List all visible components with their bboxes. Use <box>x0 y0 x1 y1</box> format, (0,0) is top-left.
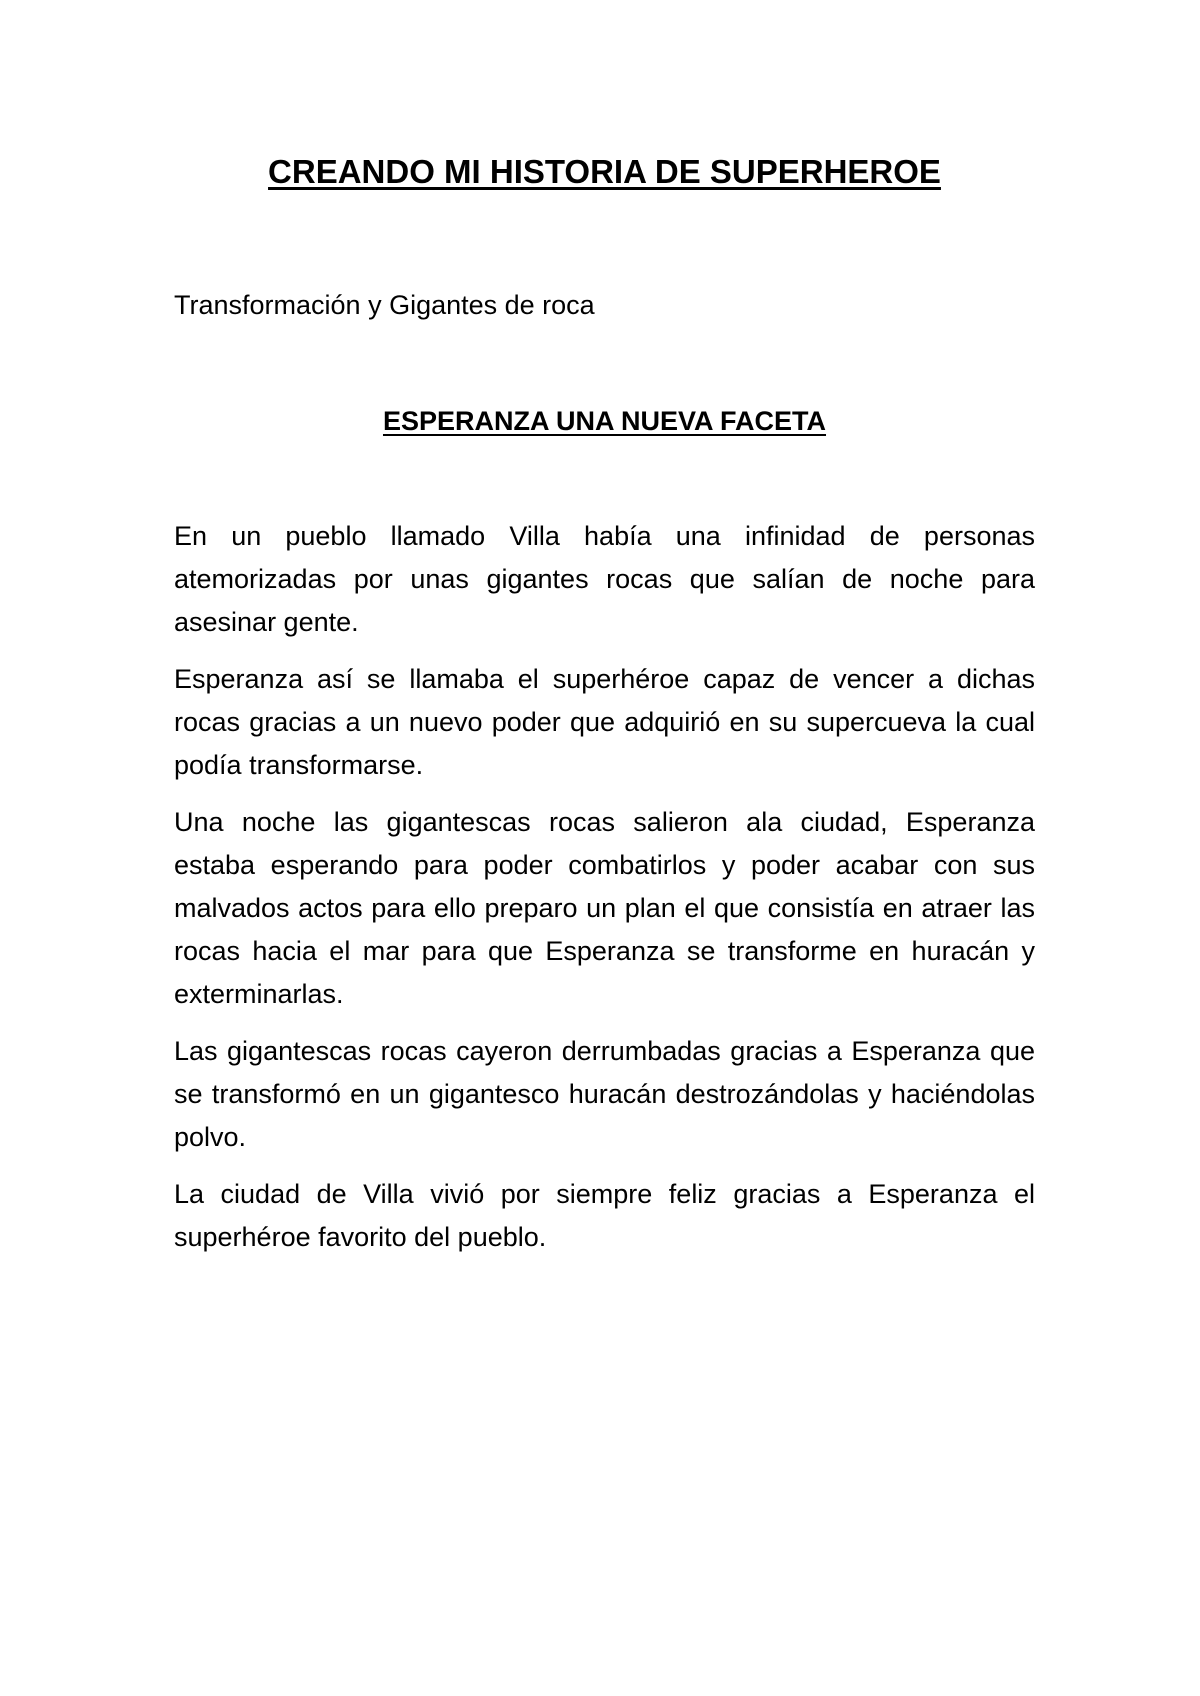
document-title: CREANDO MI HISTORIA DE SUPERHEROE <box>268 153 941 190</box>
paragraph: Esperanza así se llamaba el superhéroe capaz de vencer a dichas rocas gracias a un nuevo poder que adquirió en su supercueva la cual podía transformarse. <box>174 664 1035 780</box>
paragraph: La ciudad de Villa vivió por siempre feliz gracias a Esperanza el superhéroe favorito del pueblo. <box>174 1179 1035 1252</box>
document-body <box>174 150 1035 1273</box>
story-text <box>174 515 1035 1259</box>
paragraph: Las gigantescas rocas cayeron derrumbadas gracias a Esperanza que se transformó en un gigantesco huracán destrozándolas y haciéndolas polvo. <box>174 1036 1035 1152</box>
paragraph: Una noche las gigantescas rocas salieron ala ciudad, Esperanza estaba esperando para poder combatirlos y poder acabar con sus malvados actos para ello preparo un plan el que consistía en atraer las rocas hacia el mar para que Esperanza se transforme en huracán y exterminarlas. <box>174 807 1035 1009</box>
document-subtitle: Transformación y Gigantes de roca <box>174 290 595 320</box>
paragraph: En un pueblo llamado Villa había una infinidad de personas atemorizadas por unas gigantes rocas que salían de noche para asesinar gente. <box>174 521 1035 637</box>
story-title: ESPERANZA UNA NUEVA FACETA <box>382 406 827 436</box>
